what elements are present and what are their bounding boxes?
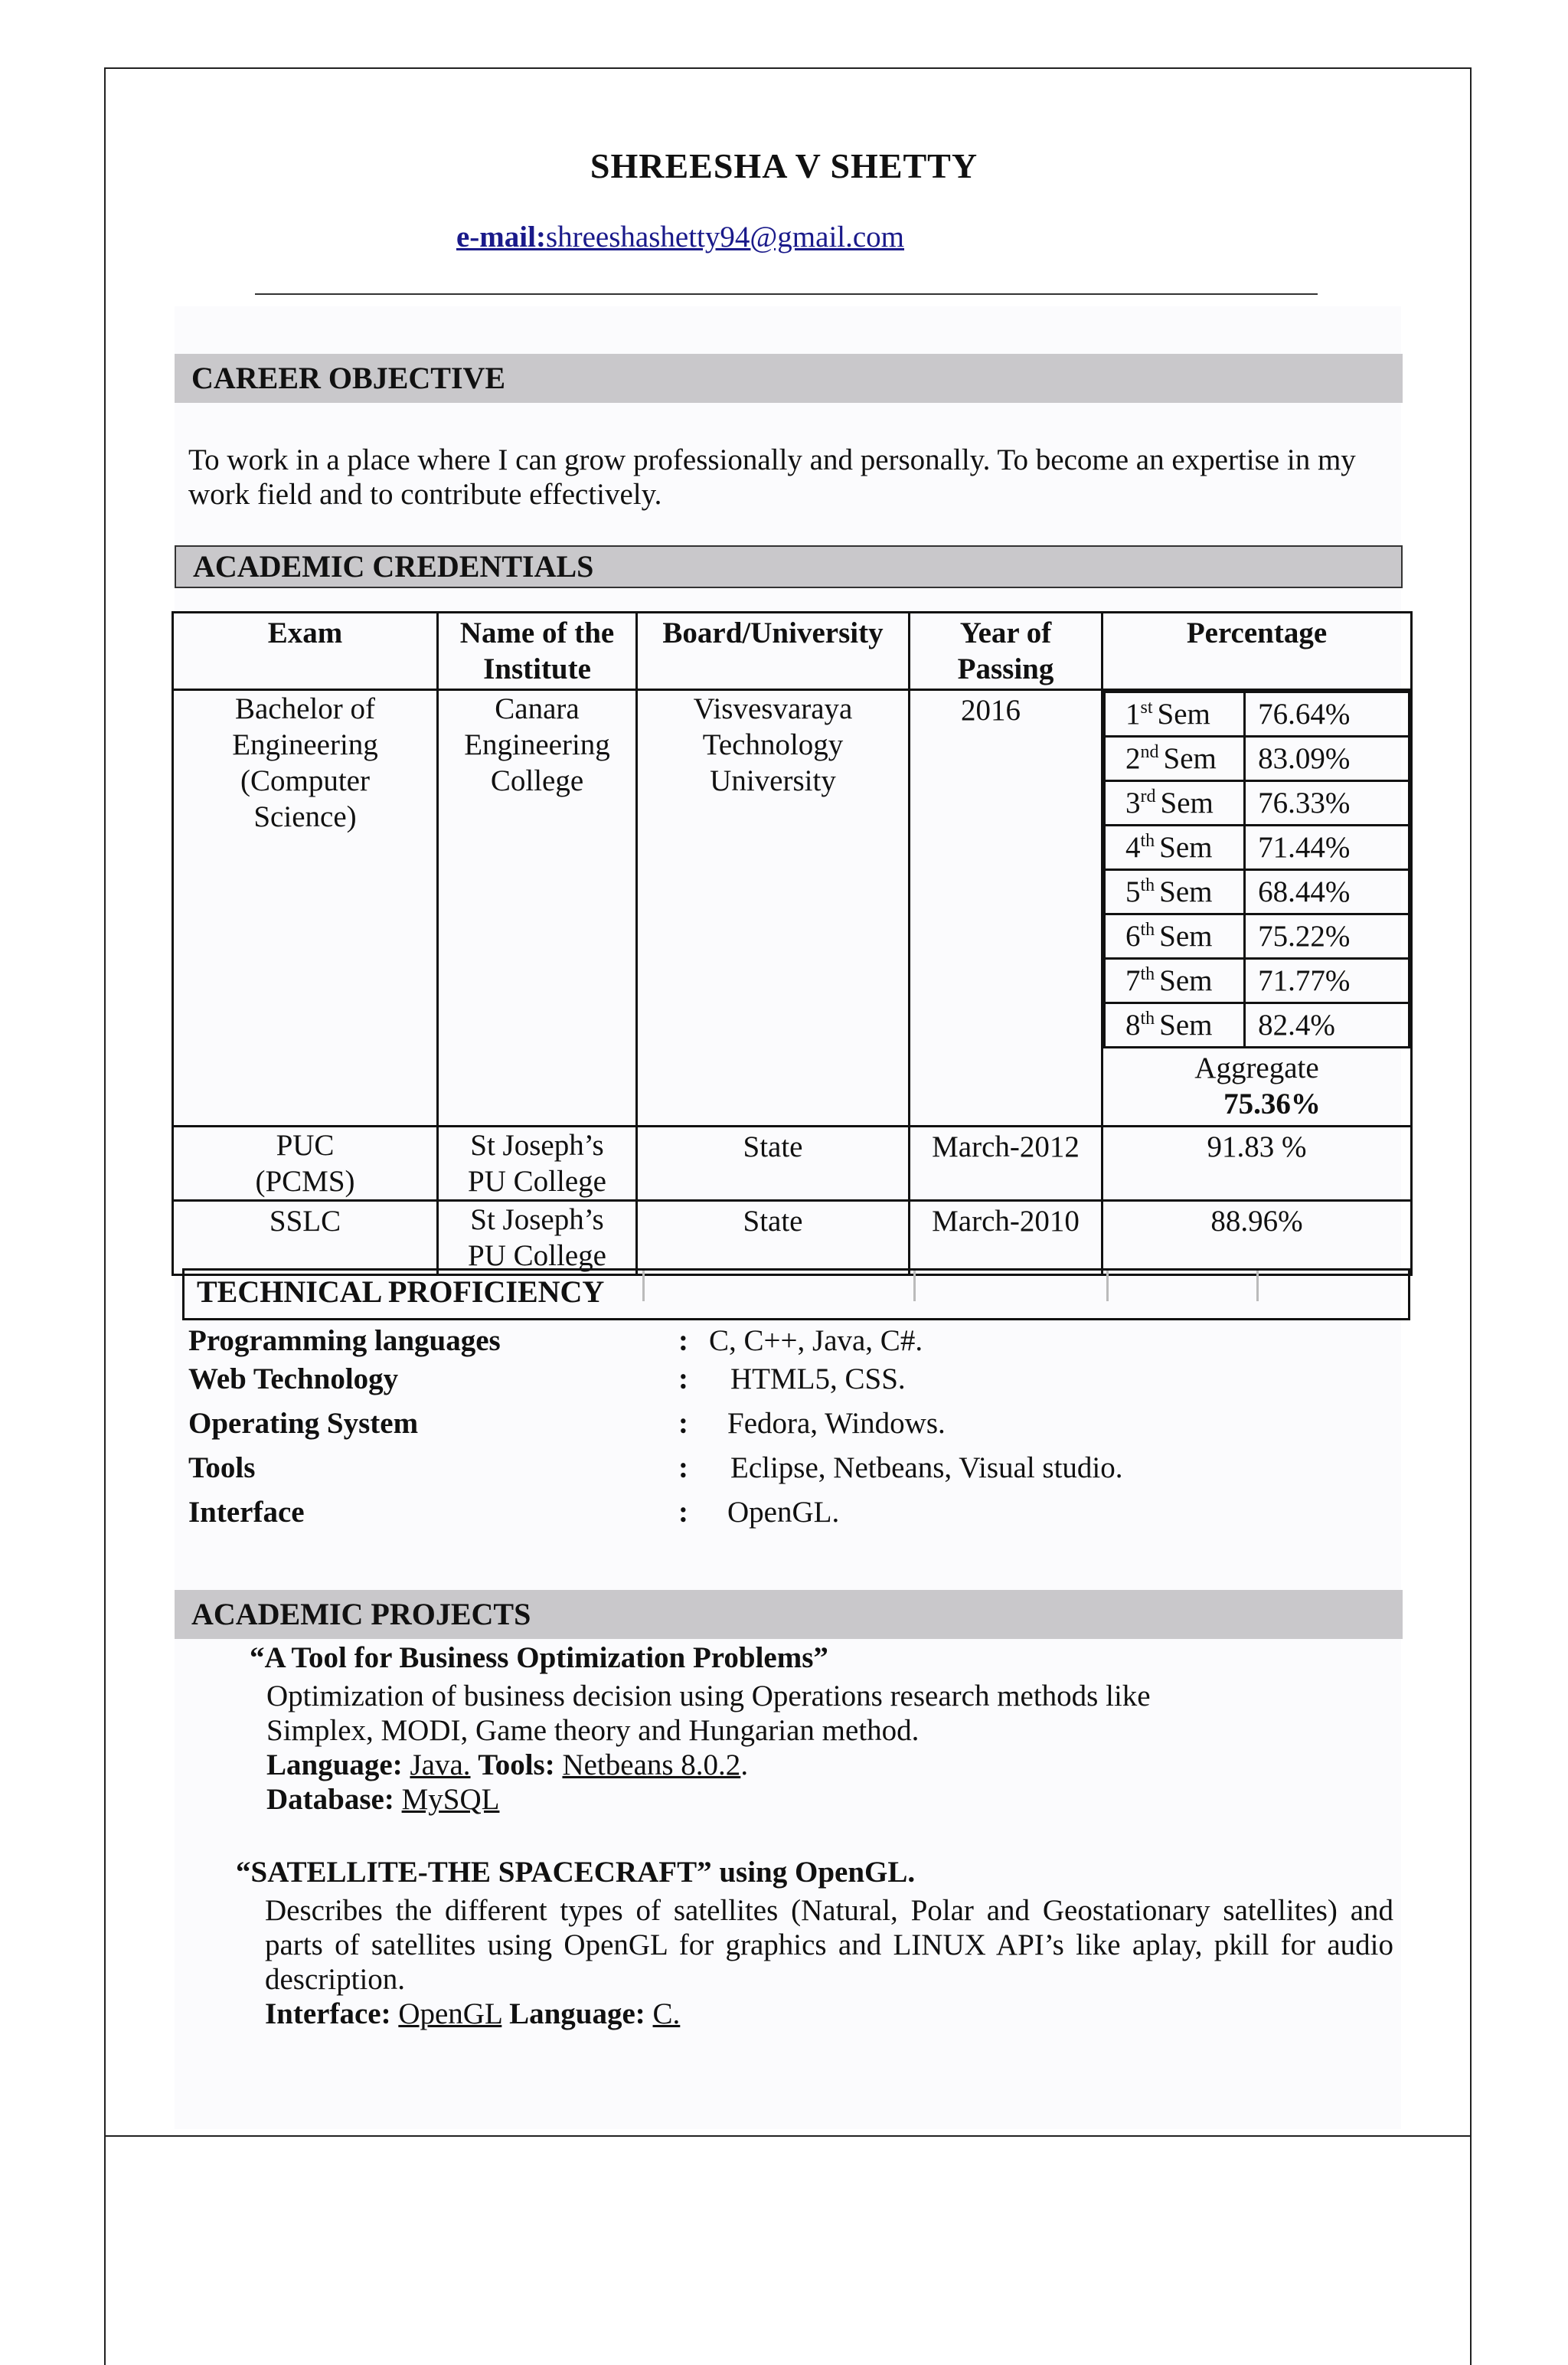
tech-value: OpenGL. bbox=[727, 1496, 840, 1529]
semester-word: Sem bbox=[1160, 787, 1214, 819]
semester-ordinal: rd bbox=[1140, 787, 1156, 806]
sslc-board: State bbox=[637, 1201, 910, 1275]
semester-value: 71.77% bbox=[1245, 959, 1410, 1003]
tech-colon: : bbox=[678, 1324, 688, 1357]
tech-value: C, C++, Java, C#. bbox=[709, 1324, 923, 1357]
project-body bbox=[266, 1679, 1392, 1817]
header-divider-line bbox=[642, 1271, 645, 1301]
semester-label bbox=[1105, 781, 1245, 826]
aggregate-label: Aggregate bbox=[1194, 1052, 1319, 1084]
table-header-row bbox=[173, 613, 1412, 690]
database-value: MySQL bbox=[401, 1783, 500, 1816]
language-label: Language: bbox=[266, 1748, 403, 1781]
email-address: shreeshashetty94@gmail.com bbox=[545, 221, 905, 254]
semester-label bbox=[1105, 914, 1245, 959]
tools-suffix: . bbox=[740, 1748, 749, 1781]
project-desc: Describes the different types of satellites (Natural, Polar and Geostationary satellites) and parts of satellites using OpenGL for graphics and LINUX API’s like aplay, pkill for audio description. bbox=[265, 1894, 1393, 1996]
semester-value: 82.4% bbox=[1245, 1003, 1410, 1048]
be-board: Visvesvaraya Technology University bbox=[637, 690, 910, 1127]
be-percentage-cell bbox=[1102, 690, 1412, 1127]
language-label: Language: bbox=[509, 1997, 645, 2030]
tech-colon: : bbox=[678, 1362, 688, 1395]
semester-ordinal: th bbox=[1140, 964, 1155, 984]
semester-row bbox=[1105, 870, 1410, 914]
project-body bbox=[265, 1893, 1393, 2031]
semester-row bbox=[1105, 1003, 1410, 1048]
language-value: C. bbox=[652, 1997, 681, 2030]
page-bottom-rule bbox=[104, 2135, 1472, 2137]
tech-colon: : bbox=[678, 1496, 688, 1529]
tech-key: Interface bbox=[188, 1496, 305, 1529]
semester-number: 6 bbox=[1125, 920, 1141, 953]
semester-word: Sem bbox=[1159, 875, 1213, 908]
tech-value: Eclipse, Netbeans, Visual studio. bbox=[730, 1451, 1123, 1484]
tech-value: Fedora, Windows. bbox=[727, 1407, 946, 1440]
email-label: e-mail: bbox=[456, 221, 546, 254]
project-desc-line: Simplex, MODI, Game theory and Hungarian method. bbox=[266, 1714, 920, 1747]
interface-value: OpenGL bbox=[398, 1997, 502, 2030]
puc-board: State bbox=[637, 1127, 910, 1201]
semester-row bbox=[1105, 914, 1410, 959]
semester-ordinal: nd bbox=[1140, 742, 1159, 762]
aggregate-value: 75.36% bbox=[1223, 1088, 1321, 1120]
semester-number: 5 bbox=[1125, 875, 1141, 908]
semester-word: Sem bbox=[1163, 742, 1217, 775]
interface-label: Interface: bbox=[265, 1997, 391, 2030]
semester-table bbox=[1103, 691, 1410, 1048]
puc-percentage: 91.83 % bbox=[1102, 1127, 1412, 1201]
tools-label: Tools: bbox=[478, 1748, 555, 1781]
be-year: 2016 bbox=[910, 690, 1102, 1127]
puc-institute: St Joseph’s PU College bbox=[438, 1127, 637, 1201]
semester-ordinal: th bbox=[1140, 875, 1155, 895]
semester-word: Sem bbox=[1159, 920, 1213, 953]
academic-credentials-heading: ACADEMIC CREDENTIALS bbox=[175, 545, 1403, 588]
semester-label bbox=[1105, 826, 1245, 870]
semester-label bbox=[1105, 692, 1245, 737]
tech-value: HTML5, CSS. bbox=[730, 1362, 906, 1395]
tech-row-tools bbox=[188, 1451, 1337, 1489]
semester-value: 68.44% bbox=[1245, 870, 1410, 914]
semester-row bbox=[1105, 826, 1410, 870]
semester-value: 75.22% bbox=[1245, 914, 1410, 959]
semester-ordinal: th bbox=[1140, 920, 1155, 940]
col-header-exam: Exam bbox=[173, 613, 438, 690]
semester-row bbox=[1105, 692, 1410, 737]
semester-ordinal: th bbox=[1140, 831, 1155, 851]
col-header-percentage: Percentage bbox=[1102, 613, 1412, 690]
be-exam: Bachelor of Engineering (Computer Science) bbox=[173, 690, 438, 1127]
career-objective-heading: CAREER OBJECTIVE bbox=[175, 354, 1403, 403]
sslc-exam: SSLC bbox=[173, 1201, 438, 1275]
semester-row bbox=[1105, 737, 1410, 781]
tech-key: Operating System bbox=[188, 1407, 419, 1440]
be-institute: Canara Engineering College bbox=[438, 690, 637, 1127]
semester-label bbox=[1105, 870, 1245, 914]
semester-number: 2 bbox=[1125, 742, 1141, 775]
database-label: Database: bbox=[266, 1783, 394, 1816]
email-link[interactable] bbox=[456, 220, 904, 254]
table-row-be bbox=[173, 690, 1412, 1127]
tech-row-web bbox=[188, 1362, 1337, 1400]
aggregate-block bbox=[1103, 1048, 1410, 1125]
project-desc-line: Optimization of business decision using Operations research methods like bbox=[266, 1680, 1151, 1712]
semester-row bbox=[1105, 781, 1410, 826]
puc-exam: PUC (PCMS) bbox=[173, 1127, 438, 1201]
semester-ordinal: st bbox=[1140, 698, 1153, 718]
semester-number: 4 bbox=[1125, 831, 1141, 864]
semester-word: Sem bbox=[1157, 698, 1210, 731]
semester-number: 7 bbox=[1125, 964, 1141, 997]
project-database bbox=[266, 1782, 1392, 1817]
sslc-institute: St Joseph’s PU College bbox=[438, 1201, 637, 1275]
semester-word: Sem bbox=[1159, 964, 1213, 997]
resume-name: SHREESHA V SHETTY bbox=[590, 146, 978, 185]
tech-key: Programming languages bbox=[188, 1324, 501, 1357]
semester-word: Sem bbox=[1159, 1009, 1213, 1042]
semester-value: 83.09% bbox=[1245, 737, 1410, 781]
semester-number: 3 bbox=[1125, 787, 1141, 819]
semester-value: 76.64% bbox=[1245, 692, 1410, 737]
header-divider-line bbox=[913, 1271, 916, 1301]
sslc-percentage: 88.96% bbox=[1102, 1201, 1412, 1275]
tech-key: Tools bbox=[188, 1451, 256, 1484]
technical-proficiency-header bbox=[182, 1268, 1410, 1320]
header-divider bbox=[255, 293, 1318, 295]
col-header-board: Board/University bbox=[637, 613, 910, 690]
project-interface-language bbox=[265, 1997, 1393, 2031]
semester-label bbox=[1105, 1003, 1245, 1048]
table-row-puc bbox=[173, 1127, 1412, 1201]
semester-value: 76.33% bbox=[1245, 781, 1410, 826]
col-header-year: Year of Passing bbox=[910, 613, 1102, 690]
academic-credentials-table bbox=[172, 611, 1413, 1276]
col-header-institute: Name of the Institute bbox=[438, 613, 637, 690]
project-title: “SATELLITE-THE SPACECRAFT” using OpenGL. bbox=[236, 1856, 916, 1889]
semester-number: 1 bbox=[1125, 698, 1141, 731]
semester-label bbox=[1105, 737, 1245, 781]
academic-projects-heading: ACADEMIC PROJECTS bbox=[175, 1590, 1403, 1639]
tools-value: Netbeans 8.0.2 bbox=[562, 1748, 741, 1781]
tech-row-interface bbox=[188, 1495, 1337, 1533]
semester-value: 71.44% bbox=[1245, 826, 1410, 870]
semester-ordinal: th bbox=[1140, 1009, 1155, 1029]
semester-number: 8 bbox=[1125, 1009, 1141, 1042]
tech-colon: : bbox=[678, 1451, 688, 1484]
table-row-sslc bbox=[173, 1201, 1412, 1275]
tech-colon: : bbox=[678, 1407, 688, 1440]
tech-key: Web Technology bbox=[188, 1362, 399, 1395]
header-divider-line bbox=[1256, 1271, 1259, 1301]
header-divider-line bbox=[1106, 1271, 1109, 1301]
tech-row-programming bbox=[188, 1323, 1337, 1362]
tech-row-os bbox=[188, 1406, 1337, 1444]
semester-label bbox=[1105, 959, 1245, 1003]
semester-row bbox=[1105, 959, 1410, 1003]
sslc-year: March-2010 bbox=[910, 1201, 1102, 1275]
semester-word: Sem bbox=[1159, 831, 1213, 864]
language-value: Java. bbox=[410, 1748, 471, 1781]
technical-proficiency-heading: TECHNICAL PROFICIENCY bbox=[197, 1274, 605, 1309]
career-objective-text: To work in a place where I can grow professionally and personally. To become an expertise in my work field and to contribute effectively. bbox=[188, 443, 1356, 511]
puc-year: March-2012 bbox=[910, 1127, 1102, 1201]
project-title: “A Tool for Business Optimization Problems” bbox=[250, 1641, 828, 1674]
project-language-tools bbox=[266, 1748, 1392, 1782]
